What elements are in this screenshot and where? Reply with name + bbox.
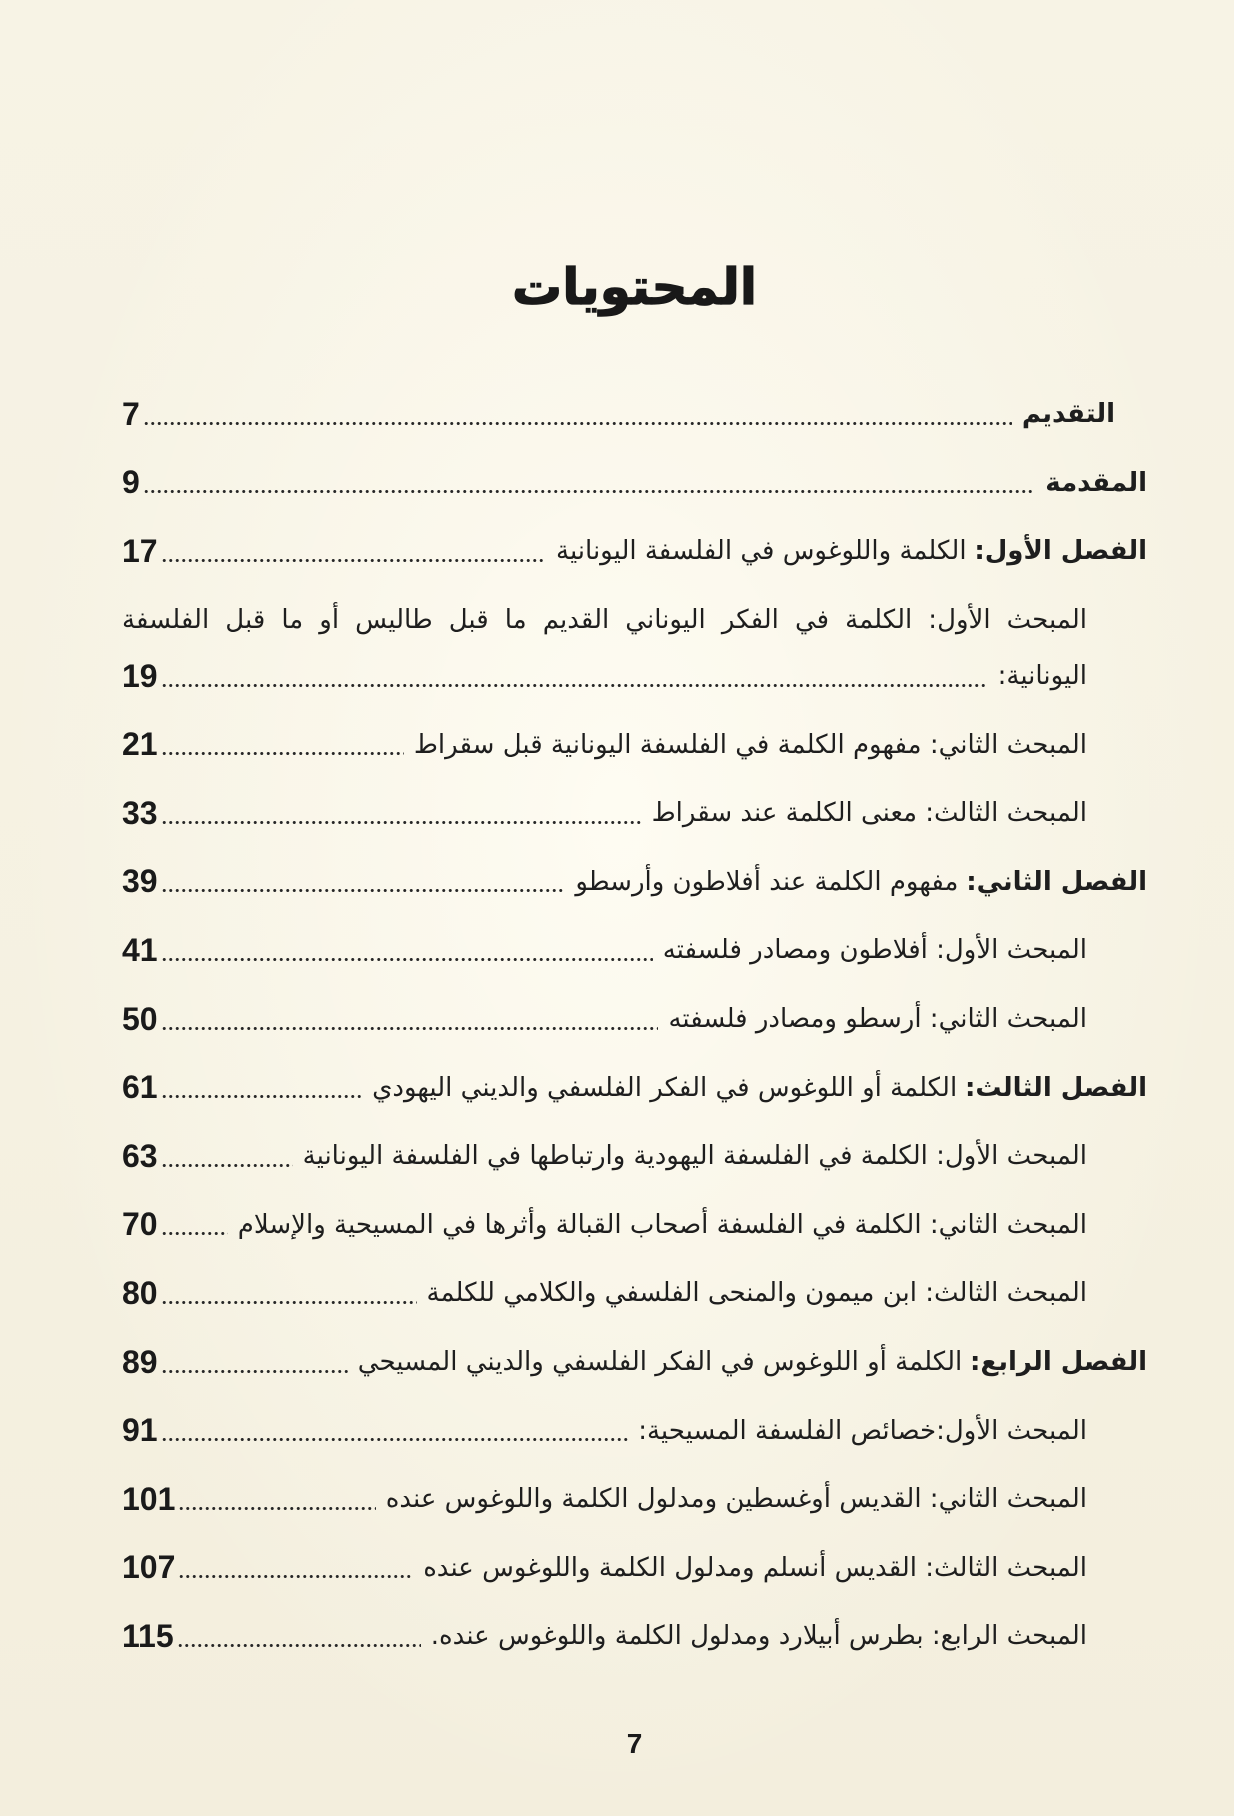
page-number: 7 <box>626 1728 643 1759</box>
section-title: المبحث الثاني: مفهوم الكلمة في الفلسفة اليونانية قبل سقراط <box>413 729 1087 760</box>
toc-list <box>122 380 1147 1671</box>
entry-page-number: 33 <box>122 794 158 831</box>
toc-entry-section <box>122 586 1147 711</box>
entry-page-number: 17 <box>122 532 158 569</box>
front-matter-title: التقديم <box>1021 399 1115 430</box>
entry-page-number: 61 <box>122 1069 158 1106</box>
toc-heading: المحتويات <box>511 258 758 316</box>
entry-page-number: 41 <box>122 931 158 968</box>
section-line-2 <box>122 642 1147 711</box>
dot-leader <box>178 1505 375 1512</box>
entry-page-number: 89 <box>122 1343 158 1380</box>
entry-page-number: 19 <box>122 657 158 694</box>
dot-leader <box>161 682 988 689</box>
dot-leader <box>143 420 1012 427</box>
entry-page-number: 50 <box>122 1000 158 1037</box>
toc-entry-chapter <box>122 1328 1147 1397</box>
section-title: المبحث الثاني: القديس أوغسطين ومدلول الكلمة واللوغوس عنده <box>385 1484 1087 1515</box>
entry-page-number: 9 <box>122 464 140 501</box>
dot-leader <box>161 887 566 894</box>
entry-text <box>358 1347 1147 1377</box>
section-title: المبحث الأول: أفلاطون ومصادر فلسفته <box>662 935 1087 966</box>
section-title: المبحث الثالث: معنى الكلمة عند سقراط <box>651 798 1087 829</box>
dot-leader <box>161 1093 362 1100</box>
entry-text <box>668 1004 1087 1034</box>
front-matter-title: المقدمة <box>1045 467 1147 498</box>
chapter-label: الفصل الثالث: <box>965 1072 1147 1103</box>
toc-entry-section <box>122 1534 1147 1603</box>
toc-entry-section <box>122 710 1147 779</box>
dot-leader <box>161 1299 417 1306</box>
dot-leader <box>161 1436 629 1443</box>
entry-text <box>423 1553 1087 1583</box>
dot-leader <box>178 1573 413 1580</box>
entry-text <box>122 605 1087 635</box>
toc-entry-section <box>122 1259 1147 1328</box>
dot-leader <box>161 1230 228 1237</box>
entry-text <box>427 1278 1088 1308</box>
toc-entry-chapter <box>122 848 1147 917</box>
dot-leader <box>161 1162 293 1169</box>
section-title: المبحث الثاني: الكلمة في الفلسفة أصحاب القبالة وأثرها في المسيحية والإسلام <box>237 1209 1087 1240</box>
toc-entry-chapter <box>122 517 1147 586</box>
entry-page-number: 107 <box>122 1549 176 1586</box>
entry-page-number: 39 <box>122 863 158 900</box>
entry-text <box>1045 468 1147 498</box>
section-title: المبحث الأول: الكلمة في الفكر اليوناني القديم ما قبل طاليس أو ما قبل الفلسفة <box>122 605 1087 636</box>
entry-text <box>414 730 1087 760</box>
entry-text <box>386 1484 1087 1514</box>
entry-page-number: 21 <box>122 726 158 763</box>
toc-entry-section <box>122 1122 1147 1191</box>
entry-page-number: 91 <box>122 1412 158 1449</box>
toc-entry-section <box>122 1465 1147 1534</box>
entry-text <box>998 661 1087 691</box>
toc-entry-chapter <box>122 1053 1147 1122</box>
entry-page-number: 63 <box>122 1137 158 1174</box>
entry-text <box>431 1621 1087 1651</box>
section-title: المبحث الأول:خصائص الفلسفة المسيحية: <box>638 1415 1087 1446</box>
section-title: المبحث الرابع: بطرس أبيلارد ومدلول الكلمة واللوغوس عنده. <box>430 1621 1087 1652</box>
chapter-label: الفصل الرابع: <box>970 1347 1147 1378</box>
entry-text <box>303 1141 1087 1171</box>
dot-leader <box>161 1025 659 1032</box>
dot-leader <box>161 557 546 564</box>
section-title: المبحث الثاني: أرسطو ومصادر فلسفته <box>668 1004 1087 1035</box>
entry-page-number: 7 <box>122 395 140 432</box>
entry-text <box>652 798 1087 828</box>
dot-leader <box>161 750 404 757</box>
section-title: المبحث الأول: الكلمة في الفلسفة اليهودية وارتباطها في الفلسفة اليونانية <box>302 1141 1087 1172</box>
entry-text <box>638 1416 1087 1446</box>
toc-entry-section <box>122 1191 1147 1260</box>
entry-text <box>556 536 1147 566</box>
section-title: المبحث الثالث: ابن ميمون والمنحى الفلسفي والكلامي للكلمة <box>426 1278 1087 1309</box>
toc-entry-front-matter <box>122 449 1147 518</box>
entry-page-number: 70 <box>122 1206 158 1243</box>
dot-leader <box>161 1368 348 1375</box>
chapter-label: الفصل الثاني: <box>966 866 1147 897</box>
toc-entry-section <box>122 1602 1147 1671</box>
section-title-continued: اليونانية: <box>997 661 1087 692</box>
toc-entry-front-matter <box>122 380 1147 449</box>
entry-text <box>1022 399 1115 429</box>
dot-leader <box>161 956 653 963</box>
chapter-label: الفصل الأول: <box>974 536 1147 567</box>
dot-leader <box>161 819 642 826</box>
entry-page-number: 101 <box>122 1480 176 1517</box>
entry-text <box>663 935 1087 965</box>
toc-entry-section <box>122 1396 1147 1465</box>
entry-text <box>238 1210 1087 1240</box>
toc-entry-section <box>122 779 1147 848</box>
entry-page-number: 80 <box>122 1274 158 1311</box>
section-title: المبحث الثالث: القديس أنسلم ومدلول الكلمة واللوغوس عنده <box>423 1552 1087 1583</box>
entry-text <box>575 867 1147 897</box>
entry-page-number: 115 <box>122 1617 174 1654</box>
chapter-title: الكلمة أو اللوغوس في الفكر الفلسفي والديني المسيحي <box>357 1347 963 1378</box>
dot-leader <box>177 1642 421 1649</box>
chapter-title: الكلمة واللوغوس في الفلسفة اليونانية <box>556 536 967 567</box>
toc-entry-section <box>122 985 1147 1054</box>
chapter-title: الكلمة أو اللوغوس في الفكر الفلسفي والديني اليهودي <box>372 1072 958 1103</box>
entry-text <box>372 1073 1147 1103</box>
dot-leader <box>143 488 1036 495</box>
toc-entry-section <box>122 916 1147 985</box>
chapter-title: مفهوم الكلمة عند أفلاطون وأرسطو <box>575 866 959 897</box>
